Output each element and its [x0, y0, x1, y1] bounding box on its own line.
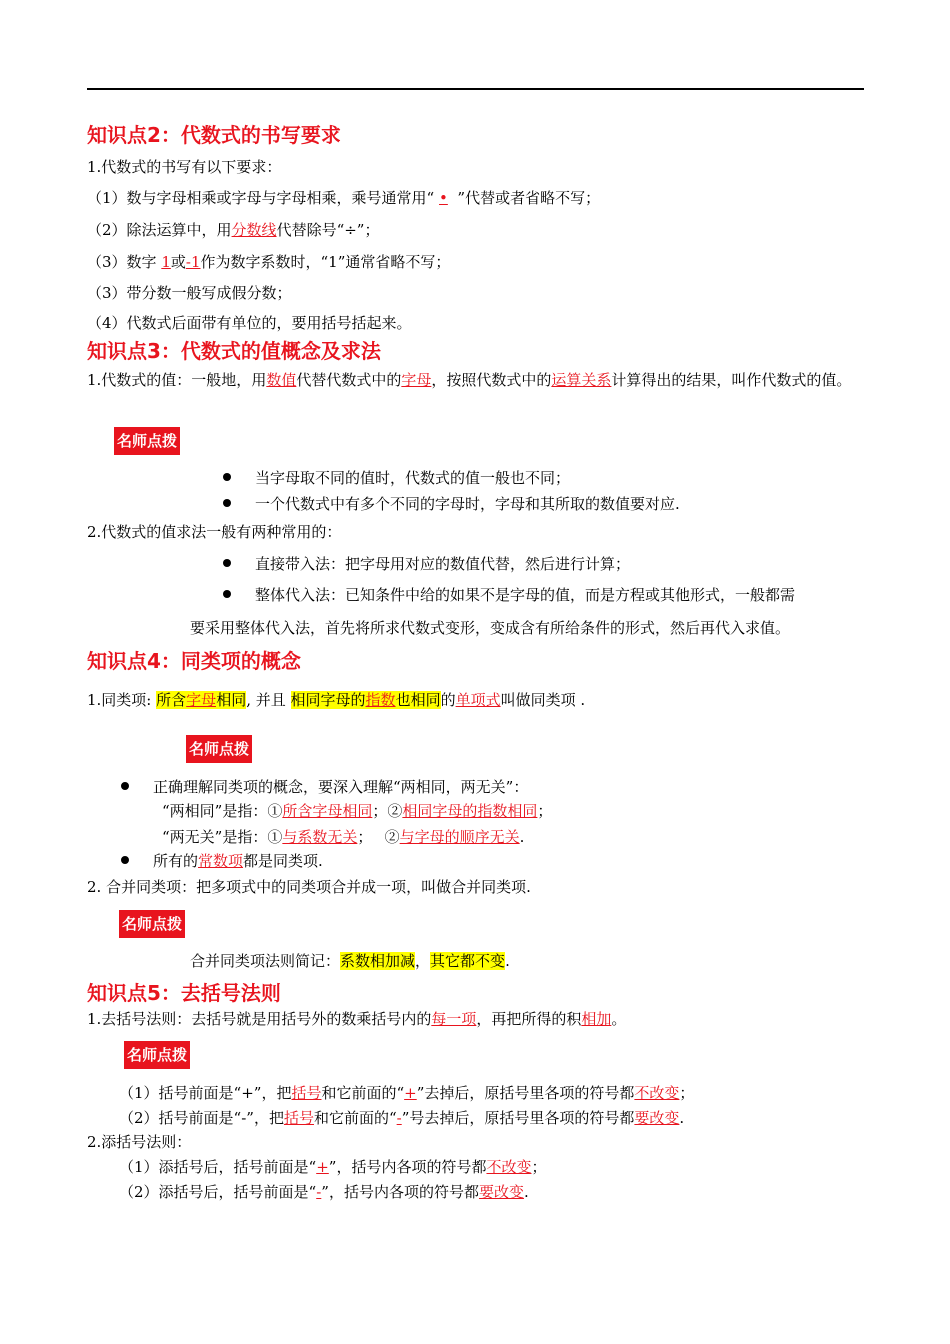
heading-s5: 知识点5：去括号法则: [87, 981, 281, 1005]
s5-rule-3: （1）添括号后，括号前面是“+”，括号内各项的符号都不改变；: [119, 1158, 547, 1176]
s4-merge-rule: 合并同类项法则简记：系数相加减，其它都不变.: [190, 952, 510, 970]
s2-rule-3: （3）数字 1或-1作为数字系数时，“1”通常省略不写；: [87, 253, 451, 271]
s3-methods-intro: 2.代数式的值求法一般有两种常用的：: [87, 523, 342, 541]
bullet-dot: [223, 559, 231, 567]
s5-rule-1: （1）括号前面是“+”，把括号和它前面的“+”去掉后，原括号里各项的符号都不改变；: [119, 1084, 695, 1102]
s2-rule-4: （3）带分数一般写成假分数；: [87, 284, 292, 302]
s5-rule-4: （2）添括号后，括号前面是“-”，括号内各项的符号都要改变.: [119, 1183, 529, 1201]
s3-bullet-4: 整体代入法：已知条件中给的如果不是字母的值，而是方程或其他形式，一般都需: [223, 584, 795, 606]
s3-bullet-2: 一个代数式中有多个不同的字母时，字母和其所取的数值要对应.: [223, 493, 680, 515]
s3-bullet-1: 当字母取不同的值时，代数式的值一般也不同；: [223, 467, 570, 489]
s4-two-unrelated: “两无关”是指：①与系数无关； ②与字母的顺序无关.: [162, 828, 525, 846]
s3-bullet-3: 直接带入法：把字母用对应的数值代替，然后进行计算；: [223, 553, 630, 575]
bullet-dot: [223, 590, 231, 598]
s5-definition: 1.去括号法则：去括号就是用括号外的数乘括号内的每一项，再把所得的积相加。: [87, 1010, 627, 1028]
s2-intro: 1.代数式的书写有以下要求：: [87, 158, 282, 176]
s2-rule-1: （1）数与字母相乘或字母与字母相乘，乘号通常用“ • ”代替或者省略不写；: [87, 189, 601, 207]
bullet-dot: [121, 856, 129, 864]
s5-rule-2: （2）括号前面是“-”，把括号和它前面的“-”号去掉后，原括号里各项的符号都要改变.: [119, 1109, 685, 1127]
s4-bullet-2: 所有的常数项都是同类项.: [121, 850, 323, 872]
heading-s3: 知识点3：代数式的值概念及求法: [87, 339, 381, 363]
heading-s4: 知识点4：同类项的概念: [87, 649, 301, 673]
tip-badge: 名师点拨: [186, 735, 252, 763]
heading-s2: 知识点2：代数式的书写要求: [87, 123, 341, 147]
s4-merge-def: 2. 合并同类项：把多项式中的同类项合并成一项，叫做合并同类项.: [87, 878, 531, 896]
bullet-dot: [121, 782, 129, 790]
s2-rule-2: （2）除法运算中，用分数线代替除号“÷”；: [87, 221, 380, 239]
bullet-dot: [223, 473, 231, 481]
s4-bullet-1: 正确理解同类项的概念，要深入理解“两相同，两无关”：: [121, 776, 528, 798]
s3-bullet-4-cont: 要采用整体代入法，首先将所求代数式变形，变成含有所给条件的形式，然后再代入求值。: [190, 619, 791, 637]
s4-definition: 1.同类项: 所含字母相同, 并且 相同字母的指数也相同的单项式叫做同类项 .: [87, 691, 586, 709]
tip-badge: 名师点拨: [124, 1041, 190, 1069]
s5-add-def: 2.添括号法则：: [87, 1133, 192, 1151]
header-rule: [87, 88, 864, 90]
s4-two-same: “两相同”是指：①所含字母相同；②相同字母的指数相同；: [162, 802, 553, 820]
bullet-dot: [223, 499, 231, 507]
s3-definition: 1.代数式的值：一般地，用数值代替代数式中的字母，按照代数式中的运算关系计算得出的结果，叫作代数式的值。: [87, 371, 852, 389]
tip-badge: 名师点拨: [114, 427, 180, 455]
s2-rule-5: （4）代数式后面带有单位的，要用括号括起来。: [87, 314, 412, 332]
tip-badge: 名师点拨: [119, 910, 185, 938]
